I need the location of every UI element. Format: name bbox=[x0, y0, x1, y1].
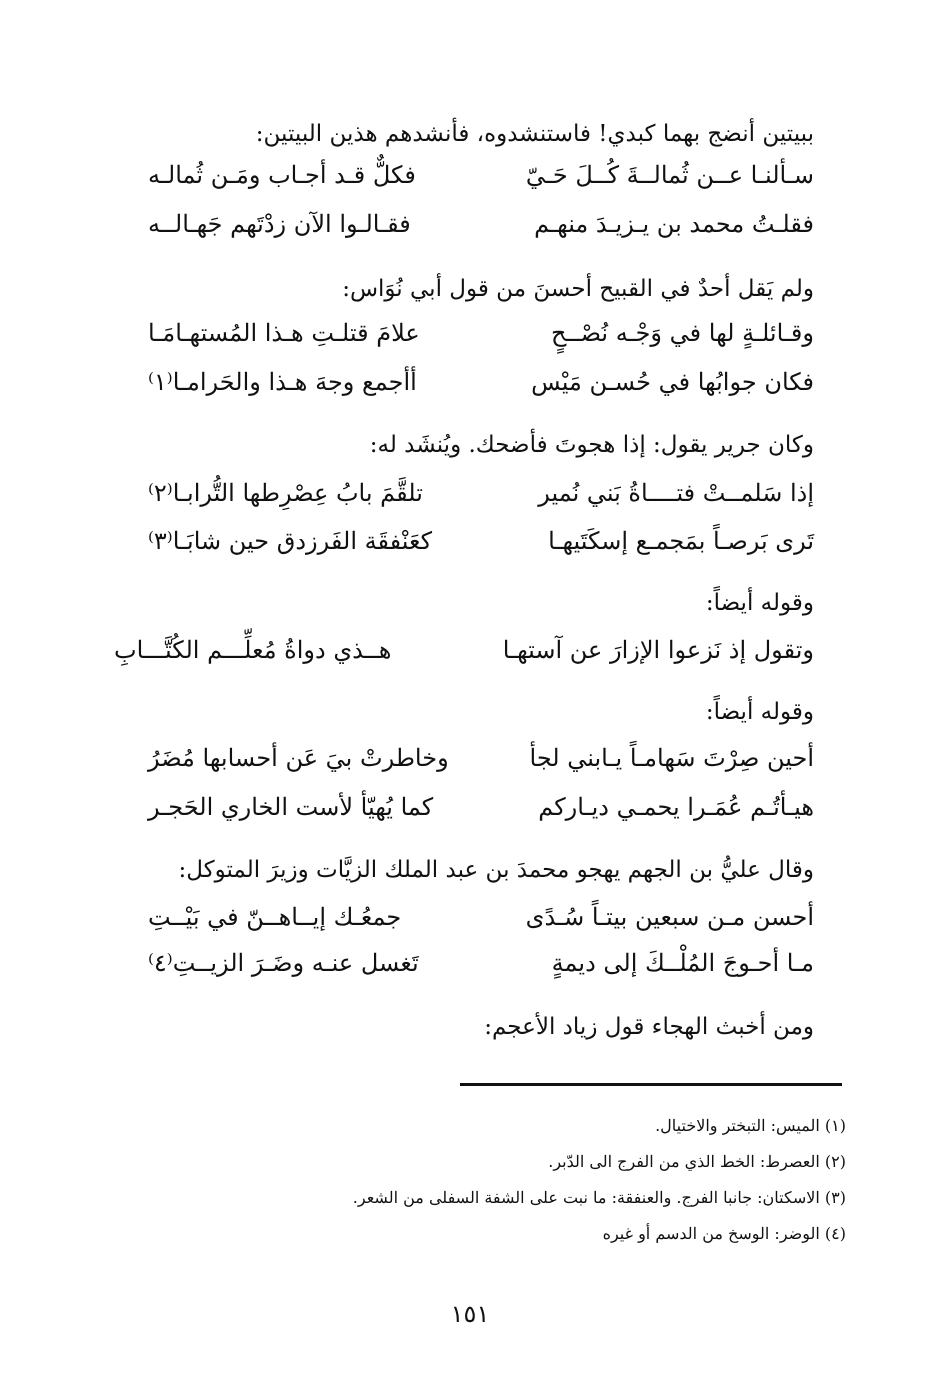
verse-line bbox=[114, 897, 814, 937]
prose-paragraph: وقوله أيضاً: bbox=[705, 699, 814, 725]
verse-first-hemistich: وتقول إذ نَزعوا الإزارَ عن آستهـا bbox=[502, 636, 814, 664]
prose-paragraph: وقوله أيضاً: bbox=[705, 590, 814, 616]
prose-paragraph: وكان جرير يقول: إذا هجوتَ فأضحك. ويُنشَد له: bbox=[369, 432, 814, 458]
verse-second-hemistich: فكلٌّ قـد أجـاب ومَـن ثُمالـه bbox=[148, 161, 416, 189]
footnote: (١) الميس: التبختر والاختيال. bbox=[655, 1116, 846, 1135]
verse-second-hemistich: تَغسل عنـه وضَـرَ الزيــتِ⁽٤⁾ bbox=[148, 949, 419, 977]
prose-paragraph: وقال عليُّ بن الجهم يهجو محمدَ بن عبد الملك الزيَّات وزيرَ المتوكل: bbox=[178, 857, 814, 883]
verse-line bbox=[114, 943, 814, 983]
verse-first-hemistich: سـألنـا عــن ثُمالــةَ كُــلَ حَـيّ bbox=[525, 161, 814, 189]
verse-line bbox=[114, 473, 814, 513]
verse-first-hemistich: مـا أحـوجَ المُلْــكَ إلى ديمةٍ bbox=[551, 949, 814, 977]
verse-second-hemistich: أأجمع وجهَ هـذا والحَرامـا⁽١⁾ bbox=[148, 368, 417, 396]
verse-line bbox=[114, 313, 814, 353]
verse-line bbox=[114, 787, 814, 827]
verse-first-hemistich: فقلـتُ محمد بن يـزيـدَ منهـم bbox=[534, 210, 814, 238]
verse-second-hemistich: علامَ قتلـتِ هـذا المُستهـامَـا bbox=[148, 319, 420, 347]
prose-paragraph: ولم يَقل أحدٌ في القبيح أحسنَ من قول أبي نُوَاس: bbox=[342, 276, 814, 302]
verse-line bbox=[114, 738, 814, 778]
verse-second-hemistich: جمعُـك إيــاهــنّ في بَيْــتِ bbox=[148, 903, 402, 931]
verse-line bbox=[114, 204, 814, 244]
verse-first-hemistich: أحين صِرْتَ سَهامـاً يـابني لجأ bbox=[529, 744, 814, 772]
verse-second-hemistich: تلقَّمَ بابُ عِصْرِطها التُّرابـا⁽٢⁾ bbox=[148, 479, 423, 507]
verse-first-hemistich: فكان جوابُها في حُسـن مَيْس bbox=[531, 368, 814, 396]
verse-second-hemistich: وخاطرتْ بيَ عَن أحسابها مُضَرُ bbox=[148, 744, 449, 772]
verse-first-hemistich: وقـائلـةٍ لها في وَجْـه نُصْــحٍ bbox=[551, 319, 814, 347]
page-number: ١٥١ bbox=[450, 1300, 490, 1328]
verse-second-hemistich: كعَنْفقَة الفَرزدق حين شابَـا⁽٣⁾ bbox=[148, 527, 433, 555]
prose-paragraph: ومن أخبث الهجاء قول زياد الأعجم: bbox=[484, 1014, 814, 1040]
intro-prose: ببيتين أنضج بهما كبدي! فاستنشدوه، فأنشدهم هذين البيتين: bbox=[255, 121, 814, 147]
verse-first-hemistich: تَرى بَرصـاً بمَجمـع إسكَتَيهـا bbox=[548, 527, 814, 555]
verse-line bbox=[114, 521, 814, 561]
verse-first-hemistich: إذا سَلمــتْ فتــــاةُ بَني نُمير bbox=[538, 479, 814, 507]
verse-line bbox=[114, 630, 814, 670]
footnote: (٣) الاسكتان: جانبا الفرج. والعنفقة: ما نبت على الشفة السفلى من الشعر. bbox=[352, 1188, 846, 1207]
verse-line bbox=[114, 362, 814, 402]
footnote-divider bbox=[460, 1083, 842, 1086]
footnote: (٢) العصرط: الخط الذي من الفرج الى الدّبر. bbox=[548, 1152, 846, 1171]
verse-second-hemistich: هــذي دواةُ مُعلِّـــم الكُتَّـــابِ bbox=[114, 636, 392, 664]
footnote: (٤) الوضر: الوسخ من الدسم أو غيره bbox=[602, 1224, 846, 1243]
verse-first-hemistich: هيـأتُـم عُمَـرا يحمـي ديـاركم bbox=[538, 793, 814, 821]
verse-second-hemistich: كما يُهيّأ لأست الخاري الحَجـر bbox=[148, 793, 434, 821]
verse-second-hemistich: فقـالـوا الآن زدْتَهم جَهـالــه bbox=[148, 210, 411, 238]
verse-first-hemistich: أحسن مـن سبعين بيتـاً سُـدًى bbox=[525, 903, 814, 931]
verse-line bbox=[114, 155, 814, 195]
